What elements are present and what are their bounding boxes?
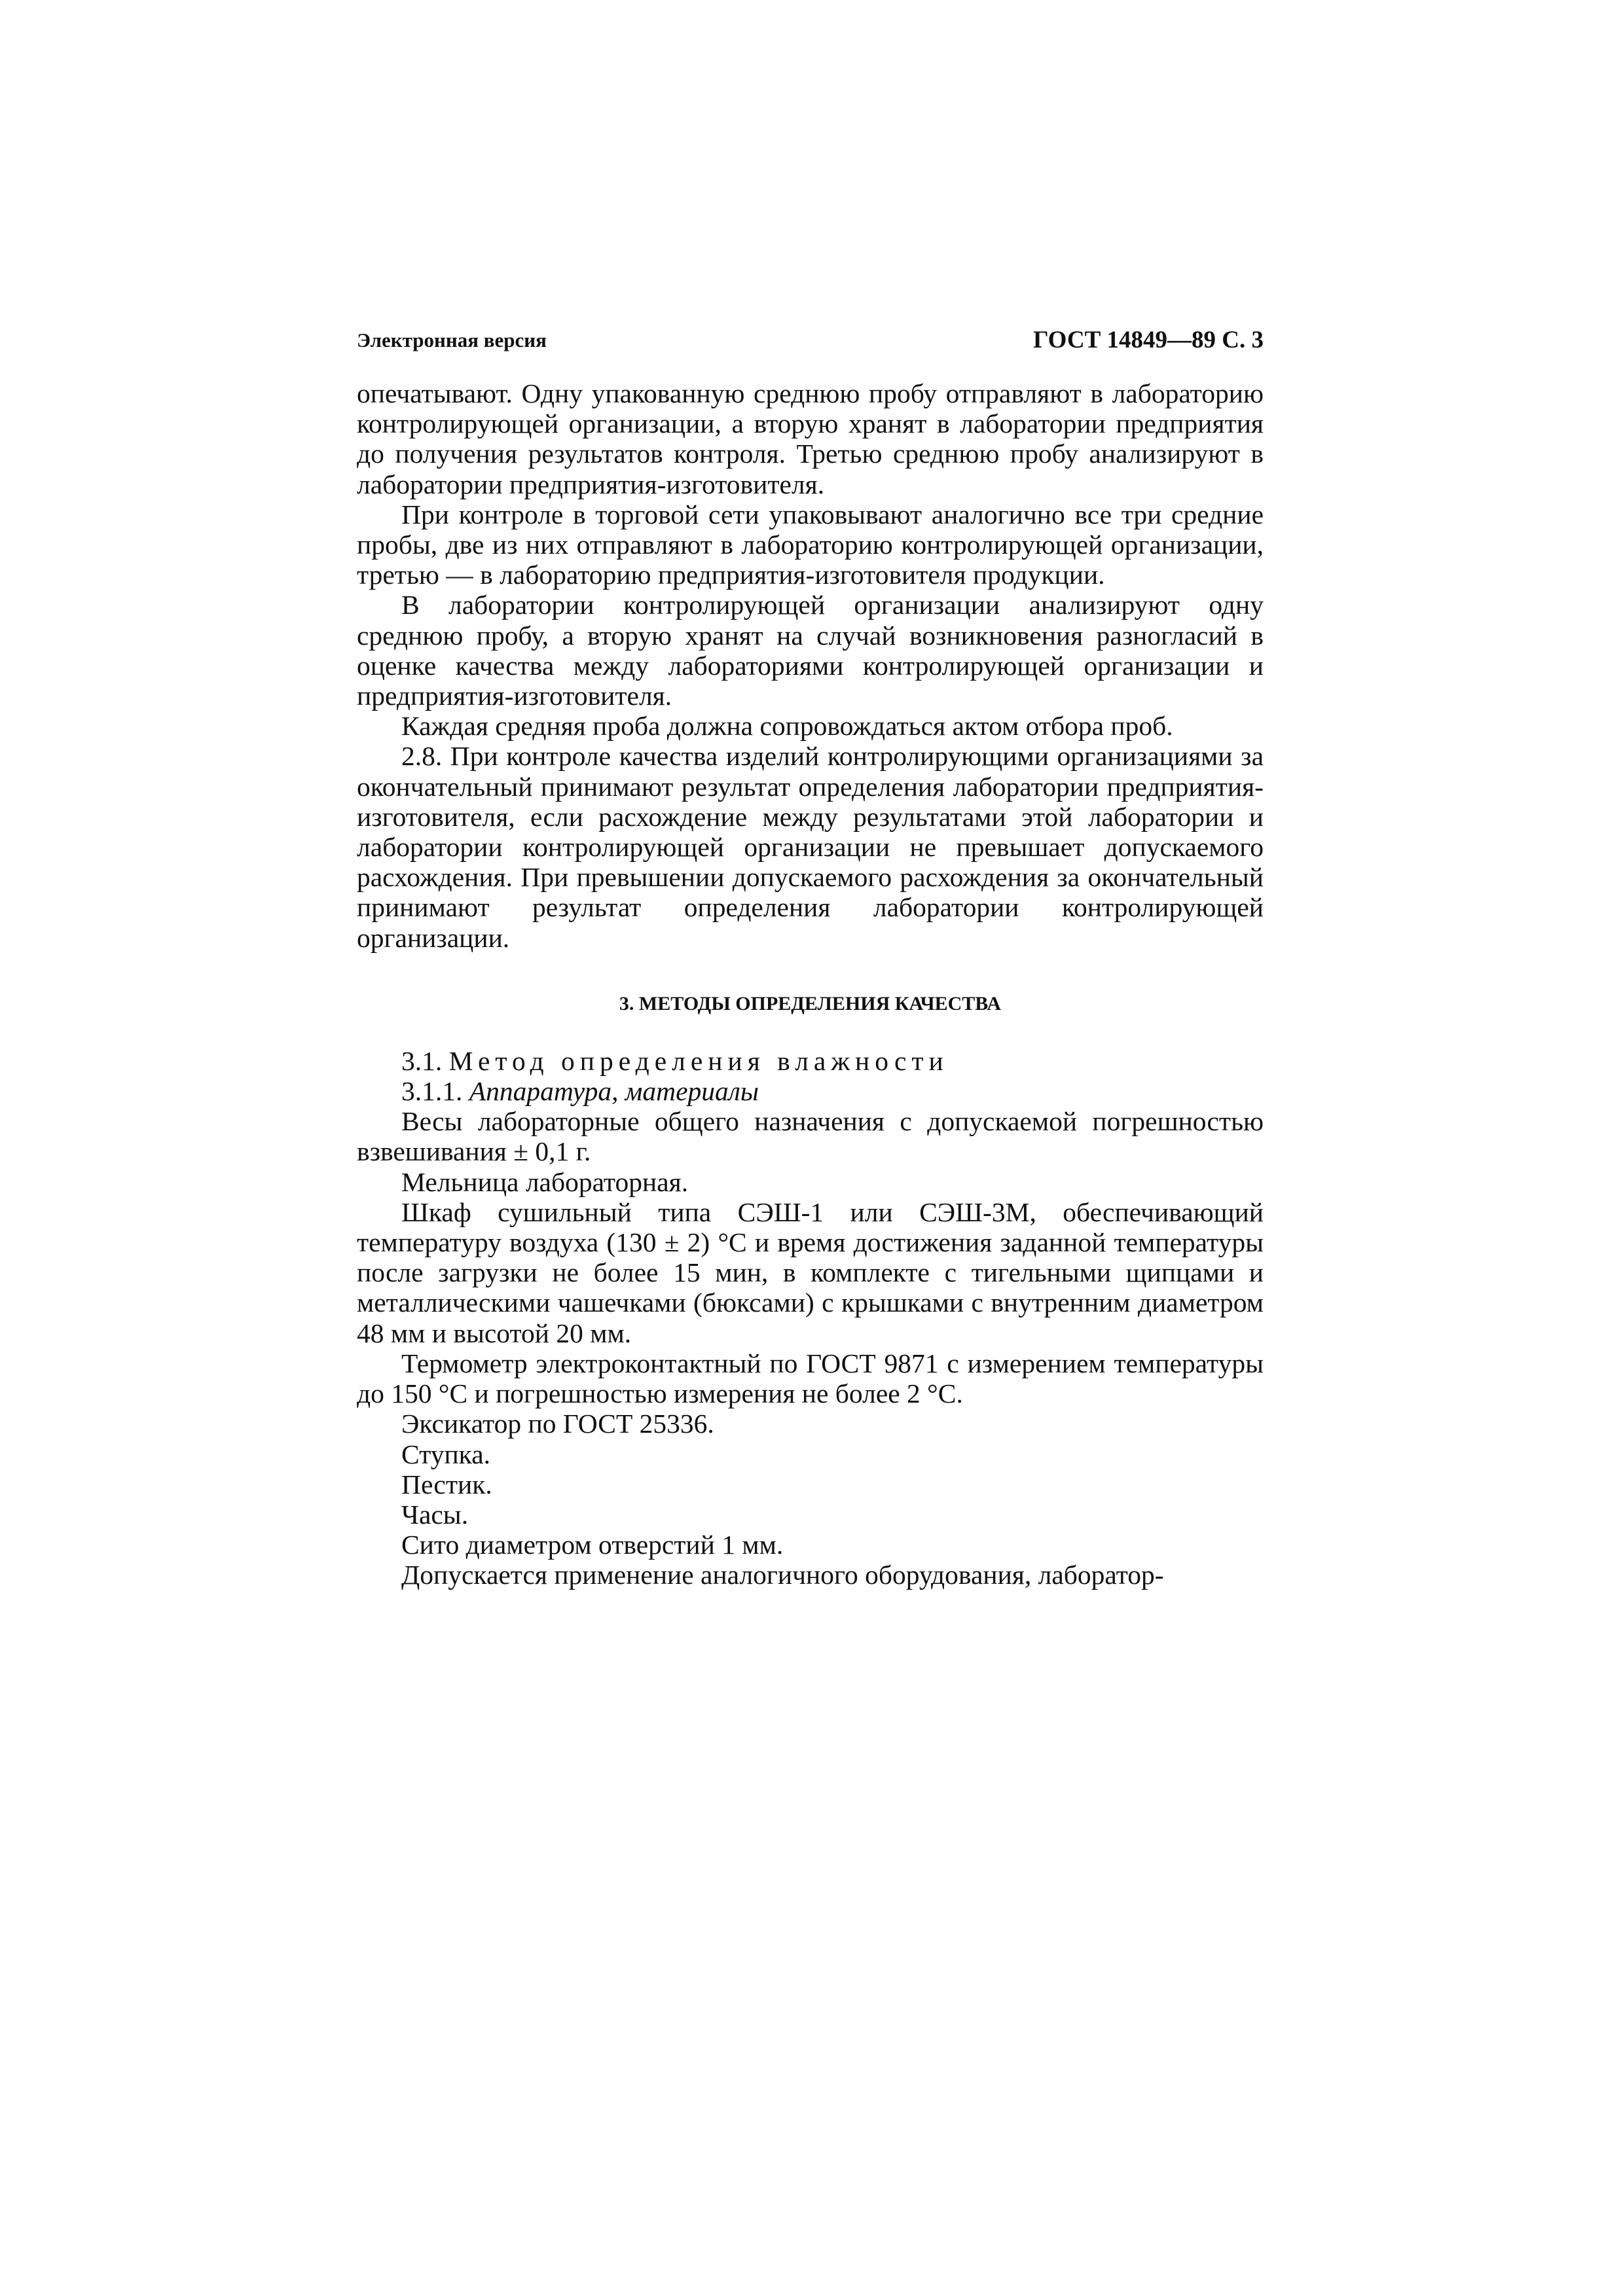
paragraph: Шкаф сушильный типа СЭШ-1 или СЭШ-3М, обеспечивающий температуру воздуха (130 ± 2) °С и время достижения заданной температуры после загрузки не более 15 мин, в комплекте с тигельными щипцами и металлическими чашечками (бюксами) с крышками с внутренним диаметром 48 мм и высотой 20 мм. [357,1196,1264,1348]
subsubsection-heading [357,1076,1264,1106]
subsubsection-number: 3.1.1. [401,1076,463,1107]
section-title: 3. МЕТОДЫ ОПРЕДЕЛЕНИЯ КАЧЕСТВА [619,992,1002,1014]
document-body [357,378,1264,1590]
paragraph: Пестик. [401,1469,492,1499]
paragraph: Допускается применение аналогичного оборудования, лаборатор- [401,1560,1164,1590]
page-header [357,322,1264,361]
paragraph: Мельница лабораторная. [401,1166,689,1197]
paragraph: В лаборатории контролирующей организации анализируют одну среднюю пробу, а вторую хранят на случай возникновения разногласий в оценке качества между лабораториями контролирующей организации и предприятия-изготовителя. [357,590,1264,711]
subsection-number: 3.1. [401,1045,443,1076]
subsection-heading [357,1046,1264,1076]
header-standard-page: ГОСТ 14849—89 С. 3 [1033,327,1264,353]
paragraph: Весы лабораторные общего назначения с допускаемой погрешностью взвешивания ± 0,1 г. [357,1106,1264,1167]
subsection-title: Метод определения влажности [448,1045,949,1076]
paragraph: Термометр электроконтактный по ГОСТ 9871 с измерением температуры до 150 °С и погрешностью измерения не более 2 °С. [357,1348,1264,1409]
paragraph: опечатывают. Одну упакованную среднюю пробу отправляют в лабораторию контролирующей организации, а вторую хранят в лаборатории предприятия до получения результатов контроля. Третью среднюю пробу анализируют в лаборатории предприятия-изготовителя. [357,378,1264,499]
subsubsection-title: Аппаратура, материалы [469,1076,759,1107]
paragraph: При контроле в торговой сети упаковывают аналогично все три средние пробы, две из них отправляют в лабораторию контролирующей организации, третью — в лабораторию предприятия-изготовителя продукции. [357,499,1264,590]
paragraph: Сито диаметром отверстий 1 мм. [401,1530,784,1560]
paragraph: Каждая средняя проба должна сопровождаться актом отбора проб. [401,711,1173,742]
header-edition-label: Электронная версия [357,329,547,351]
paragraph: Эксикатор по ГОСТ 25336. [401,1408,714,1439]
paragraph-clause-2-8: 2.8. При контроле качества изделий контролирующими организациями за окончательный принимают результат определения лаборатории предприятия-изготовителя, если расхождение между результатами этой лаборатории и лаборатории контролирующей организации не превышает допускаемого расхождения. При превышении допускаемого расхождения за окончательный принимают результат определения лаборатории контролирующей организации. [357,741,1264,953]
paragraph: Часы. [401,1499,469,1530]
paragraph: Ступка. [401,1439,491,1469]
